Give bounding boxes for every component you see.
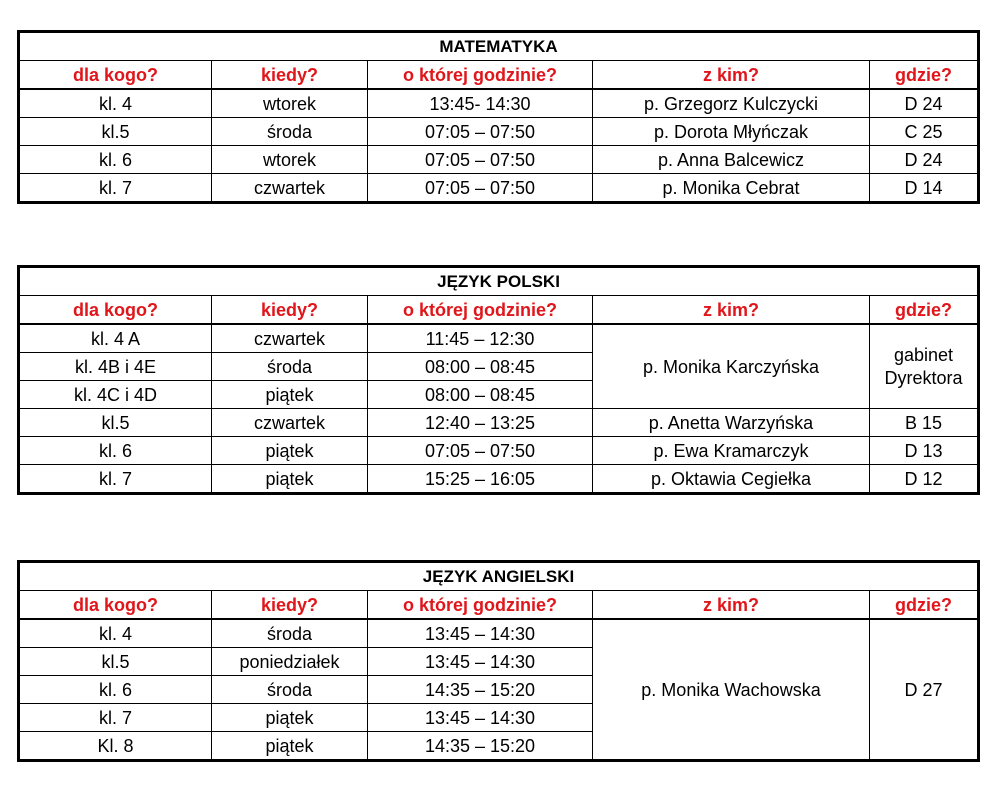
header-when: kiedy? xyxy=(212,591,368,620)
cell-time: 13:45- 14:30 xyxy=(368,89,593,118)
cell-time: 07:05 – 07:50 xyxy=(368,118,593,146)
cell-time: 12:40 – 13:25 xyxy=(368,409,593,437)
table-row xyxy=(19,324,979,353)
cell-who: Kl. 8 xyxy=(19,732,212,761)
cell-time: 08:00 – 08:45 xyxy=(368,353,593,381)
cell-time: 07:05 – 07:50 xyxy=(368,174,593,203)
header-time: o której godzinie? xyxy=(368,296,593,325)
cell-who: kl.5 xyxy=(19,118,212,146)
header-teacher: z kim? xyxy=(593,296,870,325)
cell-teacher: p. Dorota Młyńczak xyxy=(593,118,870,146)
cell-when: środa xyxy=(212,676,368,704)
header-where: gdzie? xyxy=(870,296,979,325)
header-time: o której godzinie? xyxy=(368,591,593,620)
english-title: JĘZYK ANGIELSKI xyxy=(19,562,979,591)
cell-teacher-merged: p. Monika Wachowska xyxy=(593,619,870,761)
cell-who: kl. 7 xyxy=(19,174,212,203)
cell-who: kl. 4 A xyxy=(19,324,212,353)
cell-who: kl. 7 xyxy=(19,704,212,732)
cell-when: poniedziałek xyxy=(212,648,368,676)
table-row xyxy=(19,409,979,437)
math-title: MATEMATYKA xyxy=(19,32,979,61)
cell-where: D 24 xyxy=(870,146,979,174)
cell-where: C 25 xyxy=(870,118,979,146)
cell-who: kl. 6 xyxy=(19,437,212,465)
table-title-row xyxy=(19,32,979,61)
cell-when: czwartek xyxy=(212,409,368,437)
cell-teacher: p. Grzegorz Kulczycki xyxy=(593,89,870,118)
table-row xyxy=(19,619,979,648)
table-row xyxy=(19,465,979,494)
polish-title: JĘZYK POLSKI xyxy=(19,267,979,296)
cell-teacher: p. Anna Balcewicz xyxy=(593,146,870,174)
header-teacher: z kim? xyxy=(593,61,870,90)
cell-when: czwartek xyxy=(212,324,368,353)
cell-where: D 12 xyxy=(870,465,979,494)
cell-time: 11:45 – 12:30 xyxy=(368,324,593,353)
header-who: dla kogo? xyxy=(19,296,212,325)
english-schedule-table xyxy=(17,560,980,762)
header-where: gdzie? xyxy=(870,61,979,90)
cell-time: 13:45 – 14:30 xyxy=(368,704,593,732)
cell-who: kl. 4B i 4E xyxy=(19,353,212,381)
cell-time: 14:35 – 15:20 xyxy=(368,732,593,761)
table-title-row xyxy=(19,562,979,591)
math-schedule-table xyxy=(17,30,980,204)
cell-who: kl. 7 xyxy=(19,465,212,494)
cell-where: D 24 xyxy=(870,89,979,118)
cell-teacher: p. Monika Cebrat xyxy=(593,174,870,203)
table-title-row xyxy=(19,267,979,296)
cell-where: D 13 xyxy=(870,437,979,465)
column-header-row xyxy=(19,61,979,90)
cell-who: kl. 4 xyxy=(19,619,212,648)
cell-time: 07:05 – 07:50 xyxy=(368,146,593,174)
cell-teacher: p. Anetta Warzyńska xyxy=(593,409,870,437)
cell-time: 14:35 – 15:20 xyxy=(368,676,593,704)
cell-who: kl. 4 xyxy=(19,89,212,118)
cell-teacher: p. Oktawia Cegiełka xyxy=(593,465,870,494)
column-header-row xyxy=(19,591,979,620)
cell-where: D 14 xyxy=(870,174,979,203)
header-who: dla kogo? xyxy=(19,591,212,620)
cell-where-merged: D 27 xyxy=(870,619,979,761)
header-when: kiedy? xyxy=(212,61,368,90)
cell-when: środa xyxy=(212,619,368,648)
cell-when: piątek xyxy=(212,732,368,761)
table-row xyxy=(19,437,979,465)
cell-teacher-merged: p. Monika Karczyńska xyxy=(593,324,870,409)
cell-who: kl.5 xyxy=(19,409,212,437)
header-when: kiedy? xyxy=(212,296,368,325)
cell-time: 08:00 – 08:45 xyxy=(368,381,593,409)
cell-when: piątek xyxy=(212,437,368,465)
cell-who: kl. 6 xyxy=(19,676,212,704)
cell-who: kl. 6 xyxy=(19,146,212,174)
cell-teacher: p. Ewa Kramarczyk xyxy=(593,437,870,465)
header-teacher: z kim? xyxy=(593,591,870,620)
column-header-row xyxy=(19,296,979,325)
cell-time: 07:05 – 07:50 xyxy=(368,437,593,465)
header-where: gdzie? xyxy=(870,591,979,620)
cell-time: 13:45 – 14:30 xyxy=(368,648,593,676)
cell-when: wtorek xyxy=(212,146,368,174)
cell-who: kl. 4C i 4D xyxy=(19,381,212,409)
cell-who: kl.5 xyxy=(19,648,212,676)
cell-when: środa xyxy=(212,118,368,146)
polish-schedule-table xyxy=(17,265,980,495)
cell-when: środa xyxy=(212,353,368,381)
table-row xyxy=(19,146,979,174)
cell-when: czwartek xyxy=(212,174,368,203)
cell-when: piątek xyxy=(212,465,368,494)
cell-where: B 15 xyxy=(870,409,979,437)
cell-when: wtorek xyxy=(212,89,368,118)
cell-where-merged: gabinet Dyrektora xyxy=(870,324,979,409)
table-row xyxy=(19,89,979,118)
header-who: dla kogo? xyxy=(19,61,212,90)
cell-when: piątek xyxy=(212,381,368,409)
cell-when: piątek xyxy=(212,704,368,732)
table-row xyxy=(19,174,979,203)
table-row xyxy=(19,118,979,146)
cell-time: 15:25 – 16:05 xyxy=(368,465,593,494)
cell-time: 13:45 – 14:30 xyxy=(368,619,593,648)
header-time: o której godzinie? xyxy=(368,61,593,90)
